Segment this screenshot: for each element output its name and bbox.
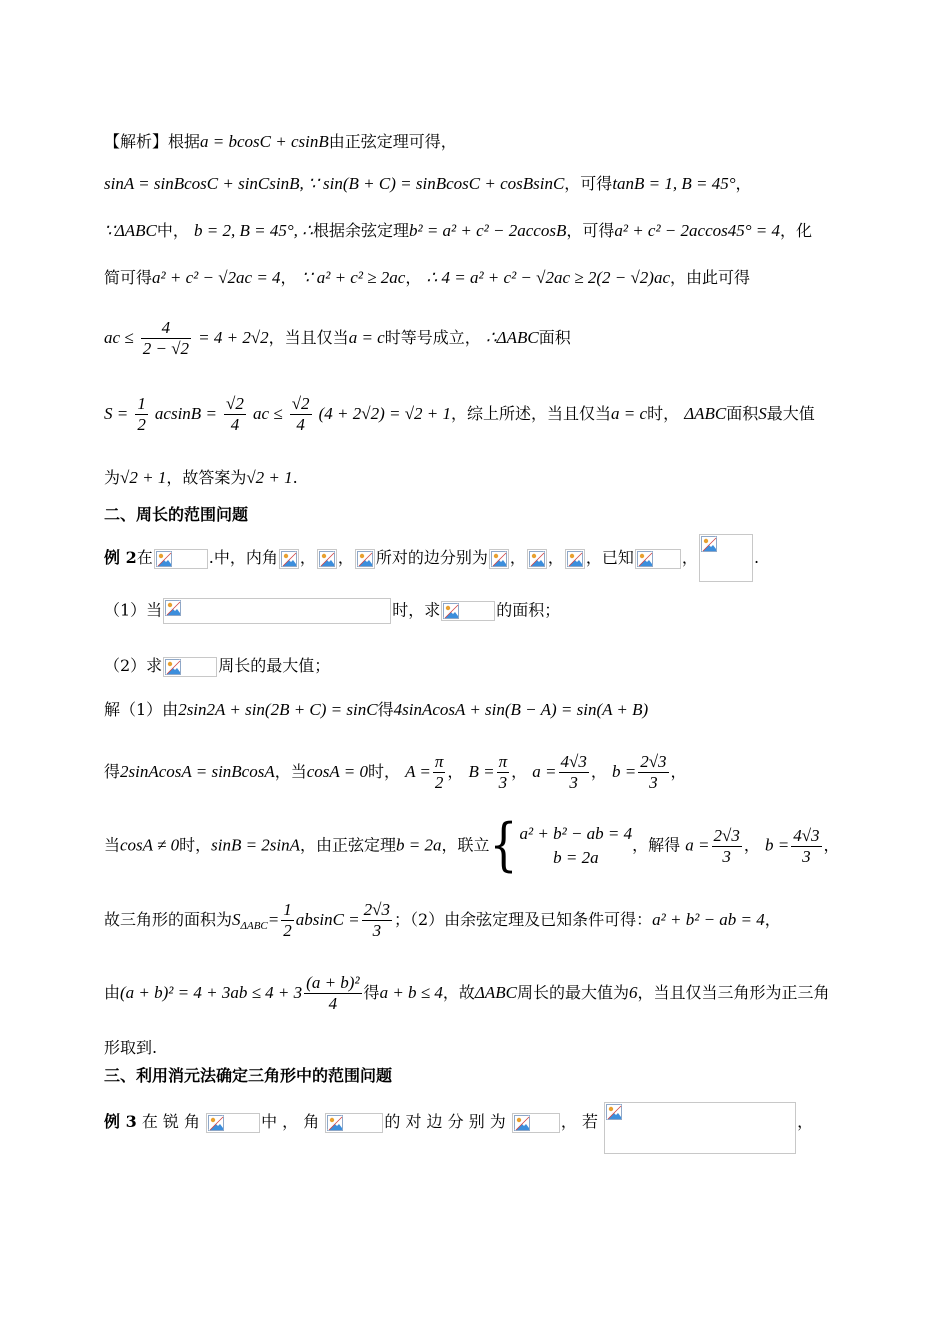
fraction: $\frac{4√3}{3}$: [793, 825, 820, 866]
fraction: $\frac{1}{2}$: [137, 394, 146, 434]
broken-image-icon: [527, 549, 547, 569]
fraction: $\frac{2√3}{3}$: [713, 825, 740, 866]
analysis-line-4: 简可得a² + c² − √2ac = 4， ∵ a² + c² ≥ 2ac， ∴ 4 = a² + c² − √2ac ≥ 2(2 − √2)ac，由此可得: [104, 268, 751, 287]
broken-image-icon: [512, 1113, 560, 1133]
fraction: $\frac{1}{2}$: [283, 900, 292, 940]
broken-image-icon: [279, 549, 299, 569]
broken-image-icon: [441, 601, 495, 621]
fraction: $\frac{\text{(a + b)²}}{4}$: [306, 973, 360, 1013]
question-1-line: （1）当 时，求 的面积；: [104, 598, 560, 624]
fraction: $\frac{4}{2 - √2}$: [142, 318, 190, 358]
fraction: $\frac{\pi}{3}$: [498, 752, 508, 792]
analysis-line-1: 【解析】根据a = bcosC + csinB由正弦定理可得，: [104, 132, 457, 151]
section-heading-2: 二、周长的范围问题: [104, 505, 249, 524]
analysis-line-6: S = $\frac{1}{2}$ acsinB = $\frac{√2}{4}$ ac ≤ $\frac{√2}{4}$ (4 + 2√2) = √2 + 1，综上所述，当且仅当a = c时， ΔABC面积S最大值: [104, 394, 815, 434]
analysis-line-5: ac ≤ $\frac{4}{2 - √2}$ = 4 + 2√2，当且仅当a = c时等号成立， ∴ΔABC面积: [104, 318, 571, 358]
solution-line-4: 故三角形的面积为$S_{\Delta ABC}=$ $\frac{1}{2}$ absinC = $\frac{2√3}{3}$ ；（2）由余弦定理及已知条件可得：a² + b² − ab = 4，: [104, 900, 781, 940]
section-heading-3: 三、利用消元法确定三角形中的范围问题: [104, 1066, 393, 1085]
fraction: $\frac{4√3}{3}$: [560, 752, 587, 792]
left-brace: {: [489, 812, 518, 879]
broken-image-icon: [206, 1113, 260, 1133]
solution-line-6: 形取到.: [104, 1038, 158, 1057]
fraction: $\frac{√2}{4}$: [226, 394, 244, 434]
solution-line-2: 得2sinAcosA = sinBcosA，当cosA = 0时， A = $\frac{\pi}{2}$ ， B = $\frac{\pi}{3}$ ， a = $\frac{4√3}{3}$ ， b = $\frac{2√3}{3}$ ，: [104, 752, 687, 792]
solution-line-5: 由(a + b)² = 4 + 3ab ≤ 4 + 3 $\frac{\text{(a + b)²}}{4}$ 得a + b ≤ 4，故ΔABC周长的最大值为6，当且仅当三角形为正三角: [104, 973, 830, 1013]
analysis-line-3: ∵ΔABC中， b = 2, B = 45°, ∴根据余弦定理b² = a² + c² − 2accosB，可得a² + c² − 2accos45° = 4，化: [104, 221, 813, 240]
example-3-line: 例 3 在 锐 角 中 ， 角 的 对 边 分 别 为 ， 若 ，: [104, 1112, 813, 1154]
broken-image-icon: [635, 549, 681, 569]
fraction: $\frac{2√3}{3}$: [640, 752, 667, 792]
broken-image-icon: [154, 549, 208, 569]
broken-image-icon: [355, 549, 375, 569]
broken-image-icon: [489, 549, 509, 569]
solution-line-1: 解（1）由2sin2A + sin(2B + C) = sinC得4sinAcosA + sin(B − A) = sin(A + B): [104, 700, 649, 719]
question-2-line: （2）求 周长的最大值；: [104, 656, 331, 675]
example-2-line: 例 2在 .中，内角 ， ， 所对的边分别为 ， ， ，已知 ， .: [104, 548, 759, 582]
analysis-line-2: sinA = sinBcosC + sinCsinB, ∵ sin(B + C) = sinBcosC + cosBsinC，可得tanB = 1, B = 45°，: [104, 174, 752, 193]
equation-system: a² + b² − ab = 4 b = 2a: [519, 824, 633, 867]
broken-image-icon: [325, 1113, 383, 1133]
broken-image-icon: [163, 598, 391, 624]
fraction: $\frac{\pi}{2}$: [434, 752, 444, 792]
broken-image-icon: [565, 549, 585, 569]
broken-image-icon: [699, 534, 753, 582]
solution-line-3: 当cosA ≠ 0时，sinB = 2sinA，由正弦定理b = 2a，联立{ a² + b² − ab = 4 b = 2a ，解得 a = $\frac{2√3}{3}$ ， b = $\frac{4√3}{3}$ ，: [104, 812, 840, 879]
broken-image-icon: [604, 1102, 796, 1154]
broken-image-icon: [317, 549, 337, 569]
broken-image-icon: [163, 657, 217, 677]
fraction: $\frac{√2}{4}$: [291, 394, 310, 434]
analysis-line-7: 为√2 + 1，故答案为√2 + 1.: [104, 468, 298, 487]
fraction: $\frac{2√3}{3}$: [363, 900, 390, 940]
